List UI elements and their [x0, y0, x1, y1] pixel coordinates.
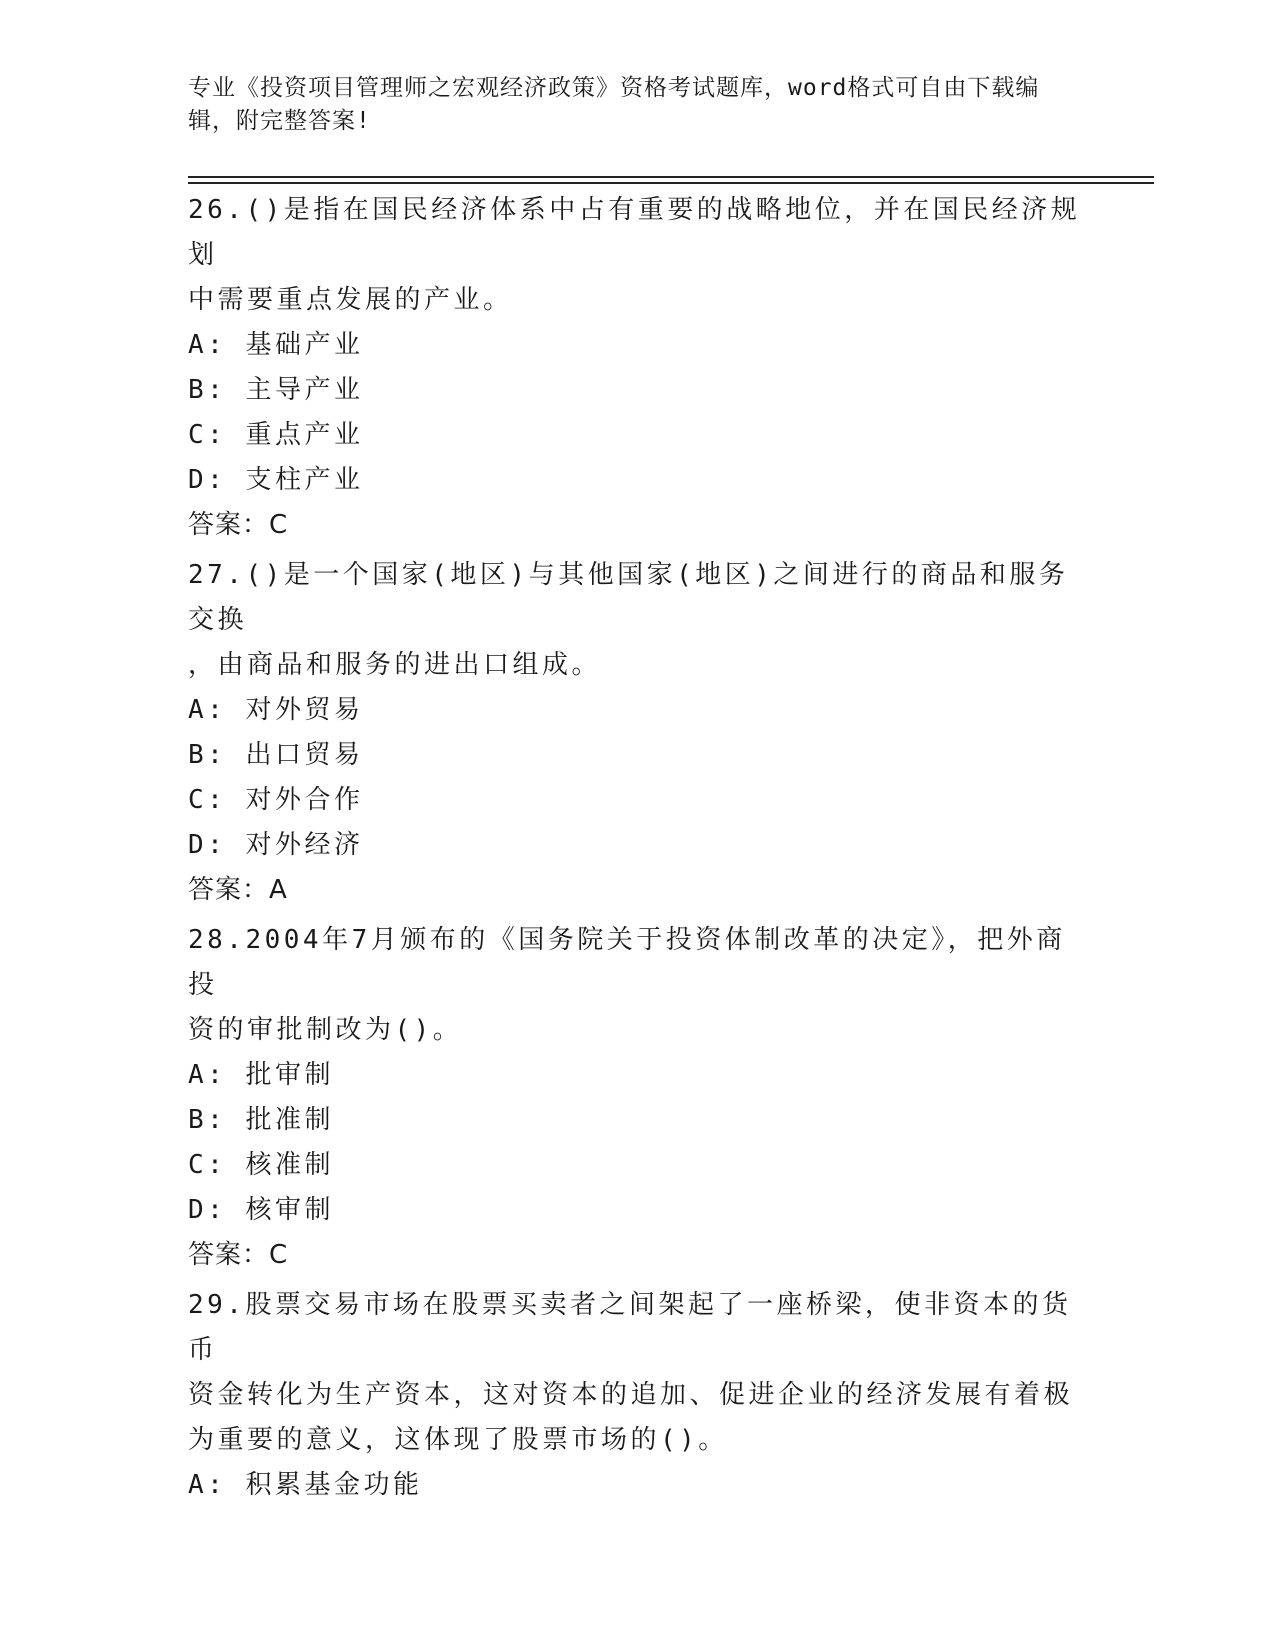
- header-divider-top: [188, 176, 1154, 178]
- option-d: D: 支柱产业: [188, 465, 364, 495]
- question-stem-line: ，由商品和服务的进出口组成。: [188, 650, 602, 680]
- header-divider-bottom: [188, 182, 1154, 184]
- option-a: A: 积累基金功能: [188, 1470, 423, 1500]
- question-stem-line: 27.()是一个国家(地区)与其他国家(地区)之间进行的商品和服务交换: [188, 560, 1069, 635]
- document-header: [188, 72, 1088, 138]
- answer-line: 答案：C: [188, 1240, 289, 1270]
- question-stem-line: 资的审批制改为()。: [188, 1015, 463, 1045]
- question-stem-line: 26.()是指在国民经济体系中占有重要的战略地位，并在国民经济规划: [188, 195, 1081, 270]
- question-26: [188, 188, 1088, 548]
- answer-line: 答案：C: [188, 510, 289, 540]
- answer-line: 答案：A: [188, 875, 288, 905]
- option-c: C: 重点产业: [188, 420, 364, 450]
- header-line-2: 辑，附完整答案!: [188, 108, 371, 134]
- option-c: C: 对外合作: [188, 785, 364, 815]
- question-stem-line: 28.2004年7月颁布的《国务院关于投资体制改革的决定》，把外商投: [188, 925, 1066, 1000]
- option-c: C: 核准制: [188, 1150, 334, 1180]
- option-a: A: 批审制: [188, 1060, 334, 1090]
- question-stem-line: 29.股票交易市场在股票买卖者之间架起了一座桥梁，使非资本的货币: [188, 1290, 1072, 1365]
- option-b: B: 主导产业: [188, 375, 364, 405]
- option-d: D: 核审制: [188, 1195, 334, 1225]
- question-27: [188, 553, 1088, 913]
- question-stem-line: 为重要的意义，这体现了股票市场的()。: [188, 1425, 728, 1455]
- option-b: B: 批准制: [188, 1105, 334, 1135]
- header-line-1: 专业《投资项目管理师之宏观经济政策》资格考试题库，word格式可自由下载编: [188, 75, 1040, 101]
- option-a: A: 对外贸易: [188, 695, 364, 725]
- question-stem-line: 资金转化为生产资本，这对资本的追加、促进企业的经济发展有着极: [188, 1380, 1074, 1410]
- option-b: B: 出口贸易: [188, 740, 364, 770]
- option-a: A: 基础产业: [188, 330, 364, 360]
- question-28: [188, 918, 1088, 1278]
- option-d: D: 对外经济: [188, 830, 364, 860]
- question-stem-line: 中需要重点发展的产业。: [188, 285, 513, 315]
- question-29: [188, 1283, 1088, 1508]
